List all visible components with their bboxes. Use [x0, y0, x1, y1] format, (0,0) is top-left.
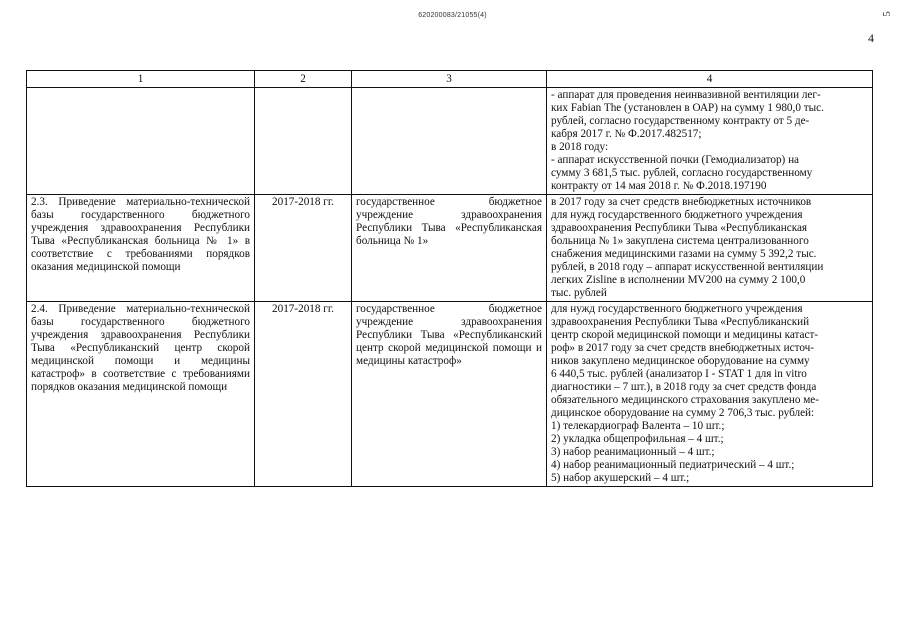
column-header-1: 1	[27, 71, 255, 88]
result-line: диагностики – 7 шт.), в 2018 году за счет средств фонда	[551, 381, 817, 393]
table-row	[27, 302, 873, 487]
result-line: кабря 2017 г. № Ф.2017.482517;	[551, 128, 702, 140]
column-header-4: 4	[547, 71, 873, 88]
result-line: 2) укладка общепрофильная – 4 шт.;	[551, 433, 724, 445]
column-header-3: 3	[352, 71, 547, 88]
result-line: 4) набор реанимационный педиатрический – 4 шт.;	[551, 459, 795, 471]
result-line: центр скорой медицинской помощи и медицины катаст-	[551, 329, 819, 341]
measure-cell	[27, 88, 255, 195]
measure-cell: 2.4. Приведение материально-технической базы государственного бюджетного учреждения здравоохранения Республики Тыва «Республиканский центр скорой медицинской помощи и медицины катастроф» в соответствие с требованиями порядков оказания медицинской помощи	[27, 302, 255, 487]
measures-table	[26, 70, 873, 487]
result-line: легких Zisline в исполнении MV200 на сумму 2 100,0	[551, 274, 806, 286]
result-line: 1) телекардиограф Валента – 10 шт.;	[551, 420, 725, 432]
page-number: 4	[868, 31, 874, 45]
result-line: рублей, в 2018 году – аппарат искусственной вентиляции	[551, 261, 824, 273]
measure-cell: 2.3. Приведение материально-технической базы государственного бюджетного учреждения здравоохранения Республики Тыва «Республиканская больница № 1» в соответствие с требованиями порядков оказания медицинской помощи	[27, 195, 255, 302]
period-cell: 2017-2018 гг.	[255, 195, 352, 302]
executor-cell	[352, 88, 547, 195]
document-id: 620200083/21055(4)	[418, 12, 487, 19]
result-line: 3) набор реанимационный – 4 шт.;	[551, 446, 715, 458]
result-line: тыс. рублей	[551, 287, 607, 299]
result-line: здравоохранения Республики Тыва «Республиканский	[551, 316, 810, 328]
result-cell	[547, 302, 873, 487]
period-cell: 2017-2018 гг.	[255, 302, 352, 487]
result-line: сумму 3 681,5 тыс. рублей, согласно государственному	[551, 167, 813, 179]
result-line: здравоохранения Республики Тыва «Республиканская	[551, 222, 808, 234]
result-line: - аппарат искусственной почки (Гемодиализатор) на	[551, 154, 800, 166]
table-row	[27, 195, 873, 302]
result-line: больница № 1» закуплена система централизованного	[551, 235, 809, 247]
period-cell	[255, 88, 352, 195]
corner-mark: 5	[880, 11, 893, 17]
result-line: ников закуплено медицинское оборудование на сумму	[551, 355, 810, 367]
result-line: в 2018 году:	[551, 141, 609, 153]
table-header-row	[27, 71, 873, 88]
result-line: 6 440,5 тыс. рублей (анализатор I - STAT 1 для in vitro	[551, 368, 807, 380]
executor-cell: государственное бюджетное учреждение здравоохранения Республики Тыва «Республиканская больница № 1»	[352, 195, 547, 302]
result-line: в 2017 году за счет средств внебюджетных источников	[551, 196, 812, 208]
executor-cell: государственное бюджетное учреждение здравоохранения Республики Тыва «Республиканский центр скорой медицинской помощи и медицины катастроф»	[352, 302, 547, 487]
result-line: обязательного медицинского страхования закуплено ме-	[551, 394, 820, 406]
result-line: роф» в 2017 году за счет средств внебюджетных источ-	[551, 342, 815, 354]
table-row	[27, 88, 873, 195]
result-line: снабжения медицинскими газами на сумму 5 392,2 тыс.	[551, 248, 817, 260]
column-header-2: 2	[255, 71, 352, 88]
result-line: дицинское оборудование на сумму 2 706,3 тыс. рублей:	[551, 407, 815, 419]
result-line: ких Fabian The (установлен в ОАР) на сумму 1 980,0 тыс.	[551, 102, 824, 114]
result-line: 5) набор акушерский – 4 шт.;	[551, 472, 690, 484]
result-line: контракту от 14 мая 2018 г. № Ф.2018.197190	[551, 180, 767, 192]
result-line: для нужд государственного бюджетного учреждения	[551, 209, 803, 221]
result-cell	[547, 195, 873, 302]
result-line: - аппарат для проведения неинвазивной вентиляции лег-	[551, 89, 821, 101]
result-cell	[547, 88, 873, 195]
result-line: для нужд государственного бюджетного учреждения	[551, 303, 803, 315]
result-line: рублей, согласно государственному контракту от 5 де-	[551, 115, 810, 127]
